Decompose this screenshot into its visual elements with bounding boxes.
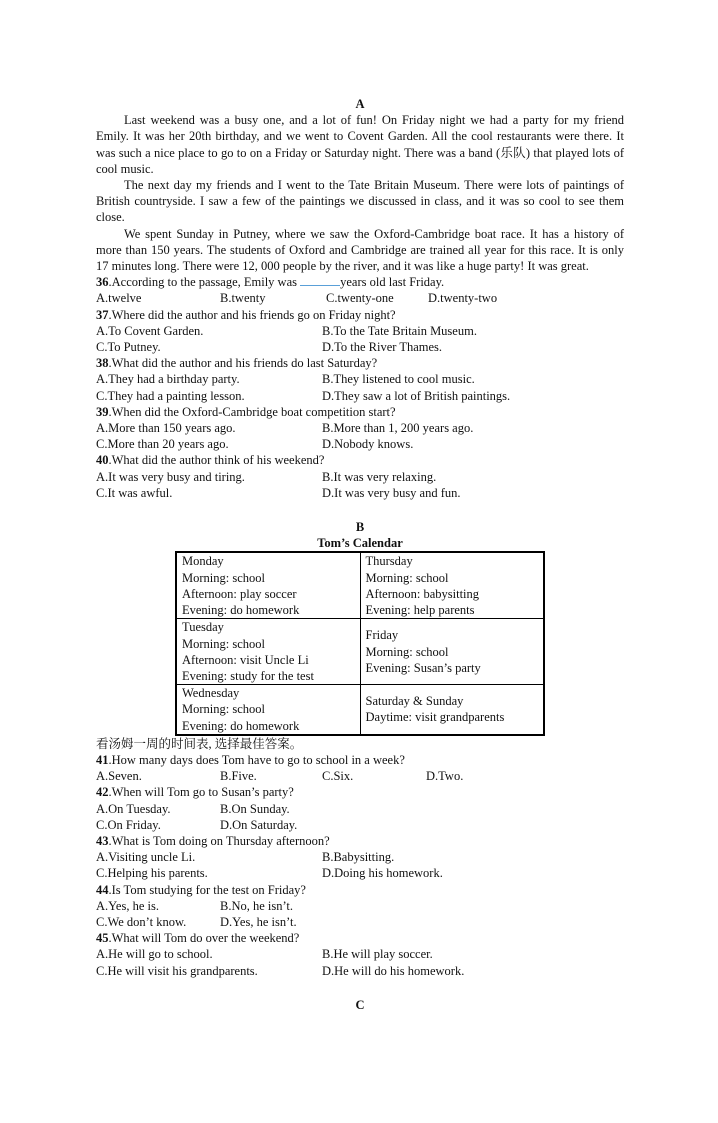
option-a[interactable]: A.To Covent Garden.	[96, 323, 204, 338]
calendar-cell-weekend	[360, 685, 544, 735]
option-b[interactable]: B.He will play soccer.	[322, 947, 433, 962]
option-b[interactable]: B.twenty	[220, 291, 266, 306]
question-40	[96, 452, 624, 501]
passage-a-paragraph-3: We spent Sunday in Putney, where we saw the Oxford-Cambridge boat race. It has a history of more than 150 years. The students of Oxford and Cambridge are trained all year for this race. It is only 17 minutes long. There were 12, 000 people by the river, and it was like a huge party! It was great.	[96, 226, 624, 274]
question-36	[96, 274, 624, 306]
option-c[interactable]: C.Six.	[322, 769, 354, 784]
question-text: .When will Tom go to Susan’s party?	[108, 785, 294, 800]
day-name: Tuesday	[182, 620, 224, 635]
option-b[interactable]: B.No, he isn’t.	[220, 898, 294, 913]
schedule-line: Evening: study for the test	[182, 668, 314, 683]
option-c[interactable]: C.They had a painting lesson.	[96, 388, 245, 403]
question-38	[96, 355, 624, 404]
question-text: .What is Tom doing on Thursday afternoon?	[108, 833, 330, 848]
calendar-title: Tom’s Calendar	[317, 536, 403, 551]
schedule-line: Afternoon: play soccer	[182, 586, 297, 601]
option-b[interactable]: B.More than 1, 200 years ago.	[322, 421, 474, 436]
schedule-line: Evening: do homework	[182, 603, 300, 618]
schedule-line: Morning: school	[365, 644, 449, 659]
option-b[interactable]: B.On Sunday.	[220, 801, 290, 816]
passage-a-paragraph-1: Last weekend was a busy one, and a lot of fun! On Friday night we had a party for my friend Emily. It was her 20th birthday, and we went to Covent Garden. All the cool restaurants were there. It was such a nice place to go to on a Friday or Saturday night. There was a band (乐队) that played lots of cool music.	[96, 113, 624, 176]
schedule-line: Afternoon: babysitting	[365, 586, 480, 601]
question-number: 39	[96, 404, 109, 419]
calendar-row	[176, 552, 544, 618]
question-text: .What will Tom do over the weekend?	[108, 931, 300, 946]
option-d[interactable]: D.It was very busy and fun.	[322, 485, 461, 500]
calendar-row	[176, 685, 544, 735]
calendar-cell-thursday	[360, 552, 544, 618]
schedule-line: Morning: school	[182, 702, 265, 717]
document-page	[96, 96, 624, 1013]
day-name: Saturday & Sunday	[365, 694, 464, 709]
passage-b-heading: B	[355, 520, 365, 535]
question-text: .What did the author and his friends do last Saturday?	[108, 356, 378, 371]
option-c[interactable]: C.It was awful.	[96, 485, 173, 500]
option-d[interactable]: D.Nobody knows.	[322, 437, 414, 452]
option-b[interactable]: B.Babysitting.	[322, 850, 395, 865]
day-name: Monday	[182, 554, 224, 569]
question-41	[96, 752, 624, 784]
question-text: .What did the author think of his weekend?	[108, 453, 325, 468]
option-d[interactable]: D.Doing his homework.	[322, 866, 443, 881]
question-44	[96, 882, 624, 931]
option-c[interactable]: C.We don’t know.	[96, 914, 187, 929]
day-name: Thursday	[365, 554, 413, 569]
option-d[interactable]: D.They saw a lot of British paintings.	[322, 388, 511, 403]
question-number: 41	[96, 752, 109, 767]
passage-a-paragraph-2: The next day my friends and I went to the Tate Britain Museum. There were lots of paintings of British countryside. I saw a few of the paintings we discussed in class, and it was so cool to see them close.	[96, 178, 624, 225]
schedule-line: Morning: school	[365, 570, 449, 585]
schedule-line: Daytime: visit grandparents	[365, 710, 505, 725]
option-c[interactable]: C.To Putney.	[96, 340, 161, 355]
question-number: 44	[96, 882, 109, 897]
option-b[interactable]: B.To the Tate Britain Museum.	[322, 323, 477, 338]
calendar-cell-wednesday	[176, 685, 360, 735]
question-number: 38	[96, 356, 109, 371]
option-a[interactable]: A.Visiting uncle Li.	[96, 850, 196, 865]
question-text: .Where did the author and his friends go on Friday night?	[108, 307, 396, 322]
question-number: 43	[96, 833, 109, 848]
option-a[interactable]: A.On Tuesday.	[96, 801, 171, 816]
calendar-cell-tuesday	[176, 619, 360, 685]
calendar-cell-friday	[360, 619, 544, 685]
option-a[interactable]: A.It was very busy and tiring.	[96, 469, 245, 484]
question-37	[96, 307, 624, 356]
passage-c-heading: C	[355, 997, 365, 1012]
option-a[interactable]: A.They had a birthday party.	[96, 372, 240, 387]
passage-a-heading: A	[355, 97, 365, 111]
option-d[interactable]: D.Yes, he isn’t.	[220, 914, 297, 929]
option-c[interactable]: C.He will visit his grandparents.	[96, 963, 258, 978]
option-b[interactable]: B.They listened to cool music.	[322, 372, 475, 387]
option-a[interactable]: A.Yes, he is.	[96, 898, 159, 913]
day-name: Wednesday	[182, 686, 240, 701]
question-number: 42	[96, 785, 109, 800]
option-d[interactable]: D.On Saturday.	[220, 817, 298, 832]
schedule-line: Morning: school	[182, 636, 265, 651]
instruction-text: 看汤姆一周的时间表, 选择最佳答案。	[96, 736, 303, 751]
answer-blank[interactable]	[300, 274, 340, 286]
option-b[interactable]: B.It was very relaxing.	[322, 469, 437, 484]
option-c[interactable]: C.twenty-one	[326, 291, 394, 306]
question-number: 45	[96, 931, 109, 946]
question-number: 37	[96, 307, 109, 322]
question-text: .According to the passage, Emily was	[108, 275, 301, 290]
schedule-line: Morning: school	[182, 570, 265, 585]
option-d[interactable]: D.He will do his homework.	[322, 963, 465, 978]
schedule-line: Afternoon: visit Uncle Li	[182, 652, 309, 667]
question-text: .How many days does Tom have to go to school in a week?	[108, 752, 405, 767]
option-d[interactable]: D.To the River Thames.	[322, 340, 443, 355]
question-45	[96, 930, 624, 979]
option-d[interactable]: D.Two.	[426, 769, 464, 784]
question-39	[96, 404, 624, 453]
schedule-line: Evening: Susan’s party	[365, 660, 481, 675]
tom-calendar-table	[175, 551, 545, 735]
option-c[interactable]: C.On Friday.	[96, 817, 161, 832]
option-a[interactable]: A.Seven.	[96, 769, 142, 784]
option-a[interactable]: A.twelve	[96, 291, 142, 306]
question-number: 36	[96, 275, 109, 290]
question-42	[96, 784, 624, 833]
calendar-cell-monday	[176, 552, 360, 618]
calendar-row	[176, 619, 544, 685]
question-text: .Is Tom studying for the test on Friday?	[108, 882, 306, 897]
option-a[interactable]: A.He will go to school.	[96, 947, 213, 962]
option-c[interactable]: C.Helping his parents.	[96, 866, 208, 881]
day-name: Friday	[365, 628, 399, 643]
question-43	[96, 833, 624, 882]
question-number: 40	[96, 453, 109, 468]
question-text-tail: years old last Friday.	[340, 275, 445, 290]
question-text: .When did the Oxford-Cambridge boat competition start?	[108, 404, 396, 419]
schedule-line: Evening: help parents	[365, 603, 475, 618]
option-c[interactable]: C.More than 20 years ago.	[96, 437, 229, 452]
option-b[interactable]: B.Five.	[220, 769, 257, 784]
schedule-line: Evening: do homework	[182, 718, 300, 733]
option-a[interactable]: A.More than 150 years ago.	[96, 421, 236, 436]
option-d[interactable]: D.twenty-two	[428, 291, 498, 306]
